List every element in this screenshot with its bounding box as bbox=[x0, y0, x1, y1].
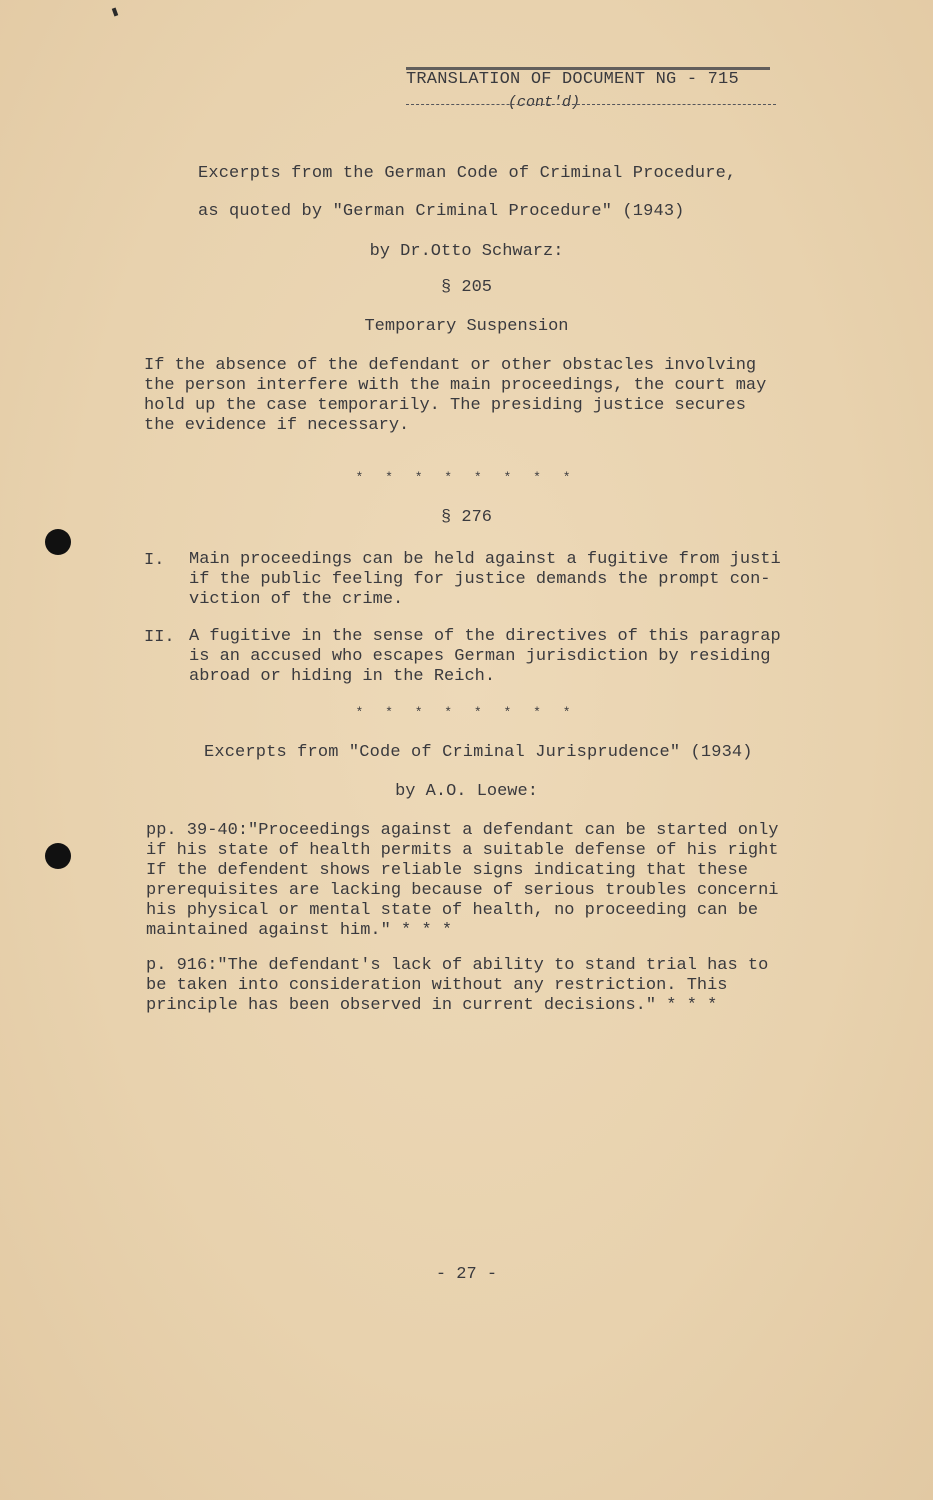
text-line: his physical or mental state of health, no proceeding can be bbox=[146, 901, 759, 920]
text-line: pp. 39-40:"Proceedings against a defendant can be started only bbox=[146, 821, 779, 840]
text-line: if his state of health permits a suitable defense of his right bbox=[146, 841, 779, 860]
section-276-item-1 bbox=[189, 550, 781, 610]
loewe-quote-1 bbox=[146, 821, 779, 941]
text-line: p. 916:"The defendant's lack of ability to stand trial has to bbox=[146, 956, 769, 975]
text-line: maintained against him." * * * bbox=[146, 921, 453, 940]
section-205-heading: Temporary Suspension bbox=[364, 317, 569, 336]
loewe-title: Excerpts from "Code of Criminal Jurisprudence" (1934) bbox=[204, 743, 753, 762]
loewe-quote-2 bbox=[146, 956, 768, 1016]
separator-1: * * * * * * * * bbox=[355, 470, 578, 485]
loewe-author: by A.O. Loewe: bbox=[395, 782, 538, 801]
section-205-number: § 205 bbox=[440, 278, 492, 297]
text-line: if the public feeling for justice demands the prompt con- bbox=[189, 570, 771, 589]
text-line: If the absence of the defendant or other obstacles involving bbox=[144, 356, 757, 375]
document-title: TRANSLATION OF DOCUMENT NG - 715 bbox=[406, 70, 739, 89]
text-line: Main proceedings can be held against a fugitive from justi bbox=[189, 550, 781, 569]
item-marker-2: II. bbox=[144, 628, 175, 647]
text-line: be taken into consideration without any restriction. This bbox=[146, 976, 728, 995]
intro-author: by Dr.Otto Schwarz: bbox=[369, 242, 564, 261]
punch-hole-bottom bbox=[45, 843, 71, 869]
ink-mark bbox=[112, 8, 118, 17]
document-subtitle: (cont'd) bbox=[508, 94, 581, 111]
section-276-number: § 276 bbox=[440, 508, 492, 527]
text-line: the person interfere with the main proceedings, the court may bbox=[144, 376, 767, 395]
page-number: - 27 - bbox=[435, 1265, 498, 1284]
intro-line-1: Excerpts from the German Code of Criminal Procedure, bbox=[198, 164, 737, 183]
item-marker-1: I. bbox=[144, 551, 165, 570]
separator-2: * * * * * * * * bbox=[355, 705, 578, 720]
text-line: If the defendent shows reliable signs indicating that these bbox=[146, 861, 748, 880]
section-276-item-2 bbox=[189, 627, 781, 687]
text-line: A fugitive in the sense of the directives of this paragrap bbox=[189, 627, 781, 646]
text-line: is an accused who escapes German jurisdiction by residing bbox=[189, 647, 771, 666]
text-line: hold up the case temporarily. The presiding justice secures bbox=[144, 396, 746, 415]
text-line: viction of the crime. bbox=[189, 590, 404, 609]
text-line: abroad or hiding in the Reich. bbox=[189, 667, 496, 686]
header-rule-bottom bbox=[406, 104, 776, 105]
text-line: the evidence if necessary. bbox=[144, 416, 410, 435]
text-line: prerequisites are lacking because of serious troubles concerni bbox=[146, 881, 779, 900]
intro-line-2: as quoted by "German Criminal Procedure" (1943) bbox=[198, 202, 685, 221]
punch-hole-top bbox=[45, 529, 71, 555]
text-line: principle has been observed in current decisions." * * * bbox=[146, 996, 718, 1015]
section-205-text bbox=[144, 356, 766, 436]
